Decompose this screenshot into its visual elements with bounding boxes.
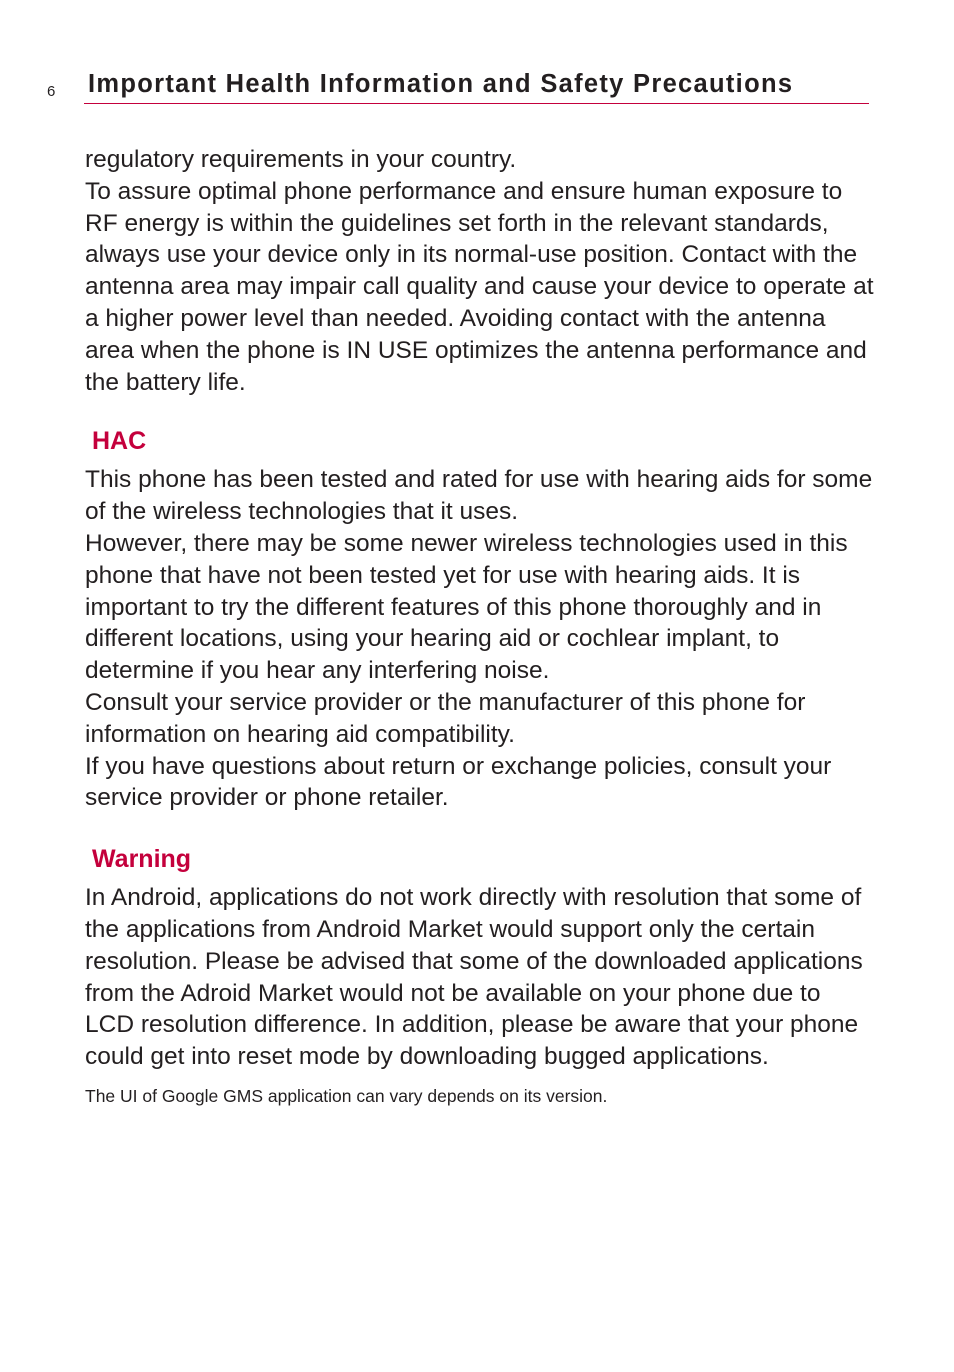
- warning-note: The UI of Google GMS application can vary depends on its version.: [85, 1085, 608, 1106]
- page-header-title: Important Health Information and Safety Precautions: [88, 70, 794, 98]
- header-divider: [84, 103, 869, 104]
- hac-heading: HAC: [92, 427, 147, 456]
- page-content: [85, 144, 875, 1107]
- hac-paragraph: However, there may be some newer wireless technologies used in this phone that have not been tested yet for use with hearing aids. It is important to try the different features of this phone thoroughly and in different locations, using your hearing aid or cochlear implant, to determine if you hear any interfering noise.: [85, 529, 848, 685]
- warning-heading: Warning: [92, 845, 192, 874]
- page-number: 6: [47, 83, 56, 100]
- hac-paragraph: If you have questions about return or exchange policies, consult your service provider or phone retailer.: [85, 752, 832, 812]
- hac-paragraph: Consult your service provider or the manufacturer of this phone for information on hearing aid compatibility.: [85, 688, 806, 748]
- intro-paragraph: To assure optimal phone performance and ensure human exposure to RF energy is within the guidelines set forth in the relevant standards, always use your device only in its normal-use position. Contact with the antenna area may impair call quality and cause your device to operate at a higher power level than needed. Avoiding contact with the antenna area when the phone is IN USE optimizes the antenna performance and the battery life.: [85, 177, 874, 396]
- intro-paragraph: regulatory requirements in your country.: [85, 146, 517, 173]
- warning-paragraph: In Android, applications do not work directly with resolution that some of the applications from Android Market would support only the certain resolution. Please be advised that some of the downloaded applications from the Adroid Market would not be available on your phone due to LCD resolution difference. In addition, please be aware that your phone could get into reset mode by downloading bugged applications.: [85, 884, 863, 1071]
- hac-paragraph: This phone has been tested and rated for use with hearing aids for some of the wireless technologies that it uses.: [85, 466, 873, 526]
